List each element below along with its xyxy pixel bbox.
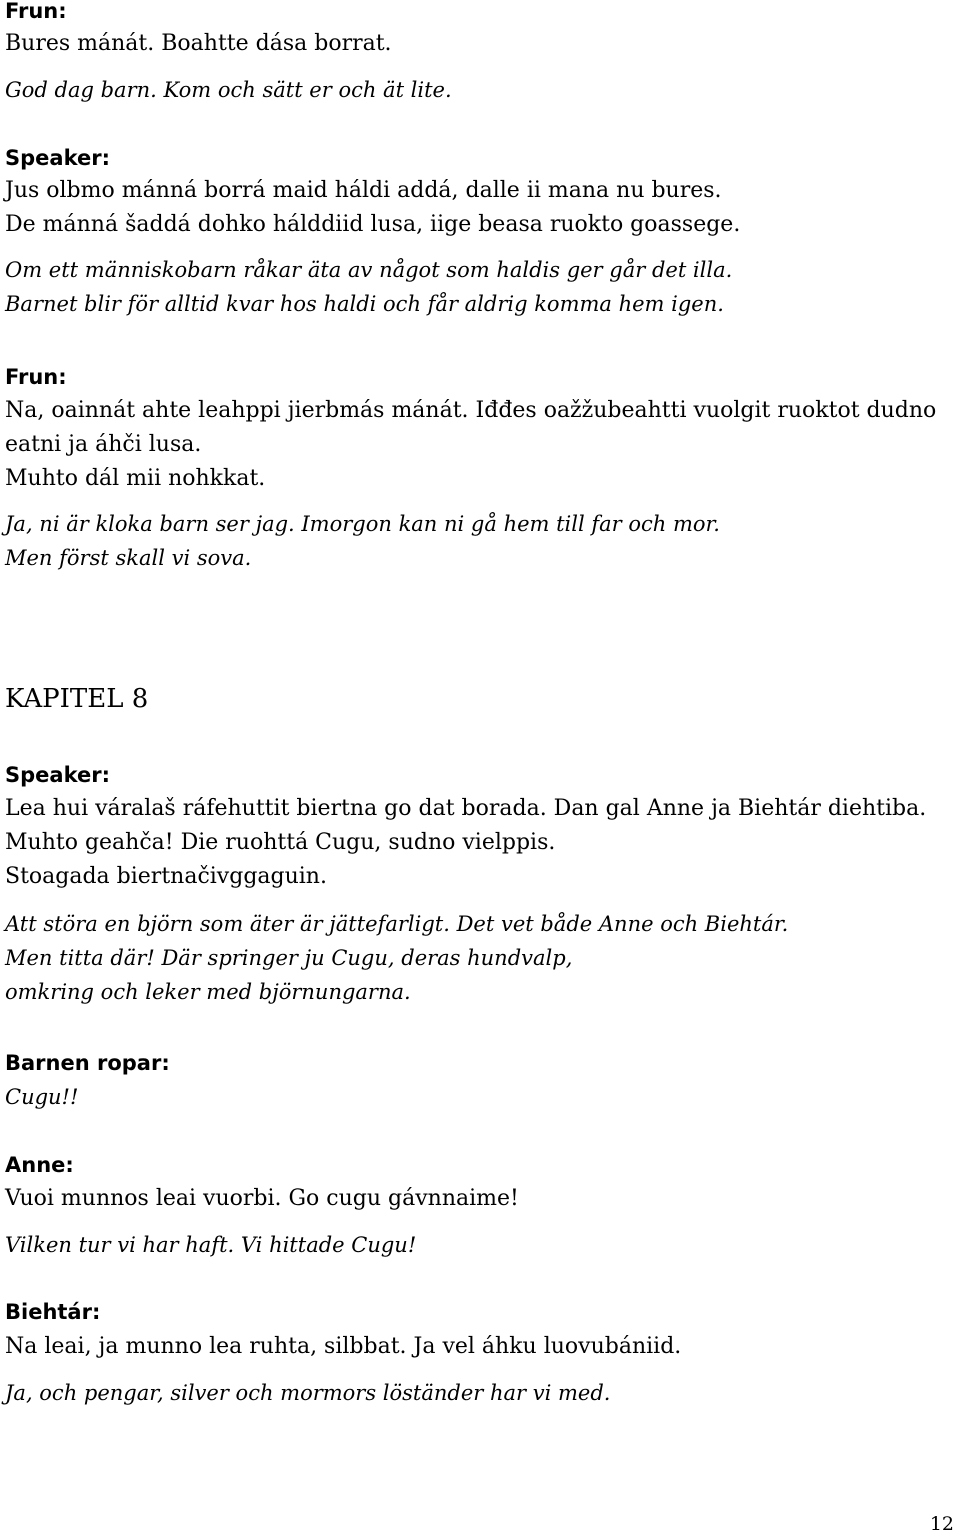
sami-text (5, 27, 392, 61)
sami-text (5, 174, 740, 242)
swedish-line: omkring och leker med björnungarna. (5, 980, 411, 1004)
swedish-line: Barnet blir för alltid kvar hos haldi och får aldrig komma hem igen. (5, 292, 724, 316)
sami-line: Lea hui váralaš ráfehuttit biertna go dat borada. Dan gal Anne ja Biehtár diehtiba. (5, 796, 927, 821)
swedish-text (5, 907, 788, 1009)
swedish-text (5, 1376, 610, 1410)
speaker-label: Anne: (5, 1153, 74, 1177)
sami-line: Jus olbmo mánná borrá maid háldi addá, dalle ii mana nu bures. (5, 178, 722, 203)
swedish-text (5, 253, 732, 321)
speaker-label: Frun: (5, 0, 67, 23)
speaker-label: Speaker: (5, 763, 110, 787)
sami-line: eatni ja áhči lusa. (5, 432, 202, 457)
sami-text (5, 1330, 681, 1364)
sami-line: Stoagada biertnačivggaguin. (5, 864, 327, 889)
swedish-line: Cugu!! (5, 1085, 79, 1109)
swedish-text (5, 1228, 416, 1262)
speaker-label: Speaker: (5, 146, 110, 170)
swedish-text (5, 507, 720, 575)
sami-text (5, 1182, 519, 1216)
swedish-text (5, 73, 452, 107)
sami-line: De mánná šaddá dohko hálddiid lusa, iige beasa ruokto goassege. (5, 212, 741, 237)
swedish-line: Att störa en björn som äter är jättefarligt. Det vet både Anne och Biehtár. (5, 912, 789, 936)
swedish-line: Ja, ni är kloka barn ser jag. Imorgon kan ni gå hem till far och mor. (5, 512, 720, 536)
swedish-line: God dag barn. Kom och sätt er och ät lite. (5, 78, 452, 102)
speaker-label: Biehtár: (5, 1300, 101, 1324)
swedish-line: Men först skall vi sova. (5, 546, 252, 570)
speaker-label: Barnen ropar: (5, 1051, 170, 1075)
speaker-label: Frun: (5, 365, 67, 389)
swedish-text (5, 1080, 78, 1114)
sami-line: Muhto geahča! Die ruohttá Cugu, sudno vielppis. (5, 830, 556, 855)
sami-line: Muhto dál mii nohkkat. (5, 466, 266, 491)
sami-line: Na leai, ja munno lea ruhta, silbbat. Ja vel áhku luovubániid. (5, 1334, 682, 1359)
sami-line: Vuoi munnos leai vuorbi. Go cugu gávnnaime! (5, 1186, 519, 1211)
page-number: 12 (929, 1513, 954, 1535)
chapter-heading: KAPITEL 8 (5, 684, 149, 714)
swedish-line: Vilken tur vi har haft. Vi hittade Cugu! (5, 1233, 417, 1257)
swedish-line: Ja, och pengar, silver och mormors löständer har vi med. (5, 1381, 611, 1405)
sami-text (5, 792, 926, 894)
sami-line: Bures mánát. Boahtte dása borrat. (5, 31, 392, 56)
swedish-line: Men titta där! Där springer ju Cugu, deras hundvalp, (5, 946, 573, 970)
sami-text (5, 394, 936, 496)
sami-line: Na, oainnát ahte leahppi jierbmás mánát. Iđđes oažžubeahtti vuolgit ruoktot dudno (5, 398, 937, 423)
swedish-line: Om ett människobarn råkar äta av något som haldis ger går det illa. (5, 258, 733, 282)
